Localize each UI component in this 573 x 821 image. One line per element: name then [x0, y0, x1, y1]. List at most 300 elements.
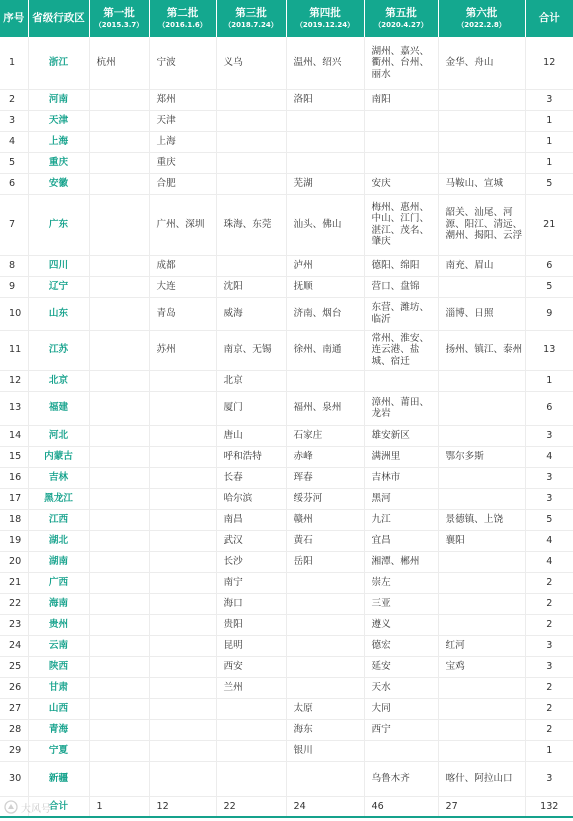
batch-4-cities: 福州、泉州: [286, 391, 364, 425]
table-row: [0, 467, 573, 488]
batch-5-cities: 吉林市: [364, 467, 438, 488]
batch-6-cities: 金华、舟山: [438, 37, 525, 89]
province-name: 广东: [28, 194, 89, 255]
province-name: 青海: [28, 719, 89, 740]
batch-6-cities: [438, 131, 525, 152]
batch-5-cities: 遵义: [364, 614, 438, 635]
batch-4-cities: [286, 593, 364, 614]
batch-5-cities: 黑河: [364, 488, 438, 509]
column-header: [28, 0, 89, 37]
column-header-title: 省级行政区: [32, 12, 85, 24]
batch-1-cities: [89, 330, 149, 370]
row-total: 2: [525, 614, 573, 635]
batch-2-cities: [149, 391, 216, 425]
batch-5-cities: [364, 740, 438, 761]
batch-2-cities: [149, 446, 216, 467]
row-index: 1: [0, 37, 28, 89]
batch-2-cities: [149, 425, 216, 446]
province-name: 重庆: [28, 152, 89, 173]
column-header-date: （2018.7.24）: [224, 21, 278, 29]
province-name: 陕西: [28, 656, 89, 677]
column-header: [149, 0, 216, 37]
row-total: 2: [525, 593, 573, 614]
batch-6-cities: [438, 152, 525, 173]
batch-2-cities: 宁波: [149, 37, 216, 89]
batch-2-cities: 青岛: [149, 297, 216, 330]
table-row: [0, 131, 573, 152]
batch-4-cities: 海东: [286, 719, 364, 740]
batch-2-cities: [149, 719, 216, 740]
batch-5-cities: 九江: [364, 509, 438, 530]
row-total: 132: [525, 796, 573, 817]
batch-2-cities: [149, 635, 216, 656]
province-name: 天津: [28, 110, 89, 131]
province-name: 云南: [28, 635, 89, 656]
batch-2-cities: [149, 509, 216, 530]
row-total: 1: [525, 740, 573, 761]
batch-1-cities: [89, 89, 149, 110]
province-name: 上海: [28, 131, 89, 152]
table-row: [0, 509, 573, 530]
batch-1-cities: [89, 194, 149, 255]
batch-5-cities: 满洲里: [364, 446, 438, 467]
row-index: 18: [0, 509, 28, 530]
batch-6-cities: [438, 488, 525, 509]
batch-2-cities: [149, 698, 216, 719]
row-total: 1: [525, 370, 573, 391]
row-index: 23: [0, 614, 28, 635]
column-header-title: 第一批: [103, 7, 135, 19]
table-row: [0, 551, 573, 572]
row-total: 12: [525, 37, 573, 89]
batch-2-cities: 郑州: [149, 89, 216, 110]
row-total: 3: [525, 761, 573, 796]
batch-1-cities: [89, 152, 149, 173]
table-row: [0, 761, 573, 796]
row-index: 29: [0, 740, 28, 761]
row-index: 12: [0, 370, 28, 391]
batch-1-cities: [89, 761, 149, 796]
batch-3-cities: [216, 131, 286, 152]
batch-6-cities: [438, 698, 525, 719]
batch-5-cities: 崇左: [364, 572, 438, 593]
batch-6-cities: 襄阳: [438, 530, 525, 551]
batch-2-cities: [149, 551, 216, 572]
header-row: [0, 0, 573, 37]
batch-6-cities: 红河: [438, 635, 525, 656]
batch-2-cities: [149, 761, 216, 796]
row-index: 26: [0, 677, 28, 698]
province-name: 湖南: [28, 551, 89, 572]
row-index: 2: [0, 89, 28, 110]
batch-4-cities: [286, 656, 364, 677]
province-name: 黑龙江: [28, 488, 89, 509]
column-header-date: （2019.12.24）: [295, 21, 355, 29]
batch-1-cities: [89, 740, 149, 761]
batch-3-cities: 义乌: [216, 37, 286, 89]
batch-2-cities: [149, 740, 216, 761]
row-index: 22: [0, 593, 28, 614]
row-total: 3: [525, 656, 573, 677]
province-name: 山西: [28, 698, 89, 719]
table-row: [0, 488, 573, 509]
batch-4-cities: 赣州: [286, 509, 364, 530]
row-index: 28: [0, 719, 28, 740]
batch-2-cities: [149, 467, 216, 488]
batch-6-cities: [438, 110, 525, 131]
row-total: 21: [525, 194, 573, 255]
batch-1-cities: [89, 110, 149, 131]
batch-4-cities: 珲春: [286, 467, 364, 488]
batch-4-cities: 温州、绍兴: [286, 37, 364, 89]
batch-1-cities: [89, 593, 149, 614]
batch-4-cities: [286, 761, 364, 796]
batch-2-cities: 重庆: [149, 152, 216, 173]
table-row: [0, 391, 573, 425]
batch-4-cities: 赤峰: [286, 446, 364, 467]
province-name: 贵州: [28, 614, 89, 635]
row-total: 3: [525, 425, 573, 446]
batch-5-cities: [364, 110, 438, 131]
row-index: 6: [0, 173, 28, 194]
batch-6-cities: [438, 572, 525, 593]
batch-1-cities: 1: [89, 796, 149, 817]
batch-3-cities: [216, 110, 286, 131]
column-header-title: 合计: [538, 12, 560, 24]
batch-5-cities: 46: [364, 796, 438, 817]
batch-2-cities: 广州、深圳: [149, 194, 216, 255]
column-header-date: （2015.3.7）: [94, 21, 144, 29]
table-row: [0, 194, 573, 255]
column-header: [0, 0, 28, 37]
batch-4-cities: [286, 614, 364, 635]
batch-4-cities: 洛阳: [286, 89, 364, 110]
row-total: 2: [525, 719, 573, 740]
batch-3-cities: [216, 740, 286, 761]
table-row: [0, 370, 573, 391]
batch-3-cities: [216, 152, 286, 173]
batch-3-cities: 西安: [216, 656, 286, 677]
batch-5-cities: 宜昌: [364, 530, 438, 551]
batch-3-cities: 南宁: [216, 572, 286, 593]
row-index: 19: [0, 530, 28, 551]
batch-4-cities: [286, 131, 364, 152]
row-index: 30: [0, 761, 28, 796]
batch-3-cities: 厦门: [216, 391, 286, 425]
row-index: 7: [0, 194, 28, 255]
table-row: [0, 656, 573, 677]
table-row: [0, 614, 573, 635]
batch-2-cities: 大连: [149, 276, 216, 297]
batch-1-cities: [89, 719, 149, 740]
batch-2-cities: [149, 530, 216, 551]
row-total: 6: [525, 391, 573, 425]
batch-1-cities: [89, 370, 149, 391]
row-index: 21: [0, 572, 28, 593]
batch-6-cities: 27: [438, 796, 525, 817]
row-index: 8: [0, 255, 28, 276]
row-index: 11: [0, 330, 28, 370]
column-header-title: 序号: [3, 12, 25, 24]
table-row: [0, 635, 573, 656]
row-total: 1: [525, 131, 573, 152]
row-total: 4: [525, 551, 573, 572]
row-total: 5: [525, 276, 573, 297]
batch-2-cities: [149, 677, 216, 698]
batch-2-cities: 合肥: [149, 173, 216, 194]
column-header-date: （2020.4.27）: [374, 21, 428, 29]
batch-3-cities: 沈阳: [216, 276, 286, 297]
batch-2-cities: [149, 572, 216, 593]
batch-4-cities: [286, 677, 364, 698]
batch-6-cities: [438, 614, 525, 635]
batch-4-cities: [286, 635, 364, 656]
row-index: 16: [0, 467, 28, 488]
batch-1-cities: [89, 635, 149, 656]
batch-4-cities: 24: [286, 796, 364, 817]
batch-2-cities: [149, 614, 216, 635]
batch-4-cities: 黄石: [286, 530, 364, 551]
row-total: 4: [525, 446, 573, 467]
batch-6-cities: 景德镇、上饶: [438, 509, 525, 530]
batch-3-cities: 武汉: [216, 530, 286, 551]
batch-1-cities: [89, 391, 149, 425]
batch-5-cities: 湘潭、郴州: [364, 551, 438, 572]
batch-6-cities: 南充、眉山: [438, 255, 525, 276]
batch-6-cities: 马鞍山、宣城: [438, 173, 525, 194]
batch-2-cities: 成都: [149, 255, 216, 276]
batch-4-cities: 芜湖: [286, 173, 364, 194]
batch-6-cities: 淄博、日照: [438, 297, 525, 330]
row-total: 1: [525, 152, 573, 173]
column-header-date: （2022.2.8）: [457, 21, 506, 29]
batch-1-cities: [89, 509, 149, 530]
batch-6-cities: [438, 719, 525, 740]
row-index: 17: [0, 488, 28, 509]
province-name: 四川: [28, 255, 89, 276]
province-name: 辽宁: [28, 276, 89, 297]
batch-3-cities: 威海: [216, 297, 286, 330]
column-header: [525, 0, 573, 37]
batch-2-cities: 12: [149, 796, 216, 817]
province-name: 安徽: [28, 173, 89, 194]
column-header-title: 第三批: [235, 7, 267, 19]
row-total: 3: [525, 488, 573, 509]
table-row: [0, 425, 573, 446]
batch-1-cities: [89, 698, 149, 719]
batch-4-cities: 泸州: [286, 255, 364, 276]
batch-5-cities: 漳州、莆田、龙岩: [364, 391, 438, 425]
row-index: 27: [0, 698, 28, 719]
province-name: 江苏: [28, 330, 89, 370]
table-row: [0, 89, 573, 110]
row-total: 4: [525, 530, 573, 551]
province-name: 江西: [28, 509, 89, 530]
batch-1-cities: [89, 467, 149, 488]
batch-4-cities: 徐州、南通: [286, 330, 364, 370]
row-index: 14: [0, 425, 28, 446]
column-header-title: 第五批: [385, 7, 417, 19]
row-index: 10: [0, 297, 28, 330]
batch-3-cities: [216, 761, 286, 796]
batch-6-cities: [438, 425, 525, 446]
column-header: [286, 0, 364, 37]
table-row: [0, 446, 573, 467]
table-row: [0, 719, 573, 740]
batch-3-cities: [216, 719, 286, 740]
batch-6-cities: 喀什、阿拉山口: [438, 761, 525, 796]
batch-3-cities: 哈尔滨: [216, 488, 286, 509]
batch-5-cities: [364, 370, 438, 391]
table-row: [0, 297, 573, 330]
batch-3-cities: 22: [216, 796, 286, 817]
batch-1-cities: [89, 488, 149, 509]
batch-5-cities: 延安: [364, 656, 438, 677]
table-row: [0, 572, 573, 593]
row-index: 20: [0, 551, 28, 572]
row-total: 3: [525, 89, 573, 110]
province-name: 广西: [28, 572, 89, 593]
province-name: 新疆: [28, 761, 89, 796]
row-index: 25: [0, 656, 28, 677]
batch-5-cities: 雄安新区: [364, 425, 438, 446]
batch-4-cities: 石家庄: [286, 425, 364, 446]
batch-1-cities: [89, 656, 149, 677]
batch-6-cities: [438, 740, 525, 761]
batch-5-cities: 南阳: [364, 89, 438, 110]
province-name: 甘肃: [28, 677, 89, 698]
batch-1-cities: [89, 297, 149, 330]
row-index: 5: [0, 152, 28, 173]
batch-1-cities: [89, 425, 149, 446]
column-header: [438, 0, 525, 37]
batch-5-cities: [364, 131, 438, 152]
batch-3-cities: 呼和浩特: [216, 446, 286, 467]
batch-5-cities: 德宏: [364, 635, 438, 656]
table-row: [0, 530, 573, 551]
province-name: 吉林: [28, 467, 89, 488]
table-row: [0, 698, 573, 719]
table-row: [0, 276, 573, 297]
column-header: [364, 0, 438, 37]
batch-2-cities: [149, 370, 216, 391]
batch-4-cities: 绥芬河: [286, 488, 364, 509]
batch-6-cities: [438, 276, 525, 297]
batch-6-cities: 鄂尔多斯: [438, 446, 525, 467]
batch-1-cities: 杭州: [89, 37, 149, 89]
row-total: 3: [525, 467, 573, 488]
batch-3-cities: 长沙: [216, 551, 286, 572]
batch-4-cities: 济南、烟台: [286, 297, 364, 330]
row-total: 2: [525, 572, 573, 593]
batch-4-cities: 银川: [286, 740, 364, 761]
batch-3-cities: 北京: [216, 370, 286, 391]
batch-3-cities: 昆明: [216, 635, 286, 656]
batch-1-cities: [89, 255, 149, 276]
batch-3-cities: 珠海、东莞: [216, 194, 286, 255]
column-header-date: （2016.1.6）: [158, 21, 207, 29]
row-total: 3: [525, 635, 573, 656]
table-row: [0, 152, 573, 173]
table-row: [0, 37, 573, 89]
province-name: 宁夏: [28, 740, 89, 761]
batch-4-cities: 岳阳: [286, 551, 364, 572]
batch-6-cities: 扬州、镇江、泰州: [438, 330, 525, 370]
column-header: [89, 0, 149, 37]
province-name: 浙江: [28, 37, 89, 89]
row-total: 1: [525, 110, 573, 131]
batch-1-cities: [89, 446, 149, 467]
batch-1-cities: [89, 551, 149, 572]
province-name: 湖北: [28, 530, 89, 551]
row-total: 13: [525, 330, 573, 370]
batch-3-cities: [216, 255, 286, 276]
table-row: [0, 110, 573, 131]
province-name: 北京: [28, 370, 89, 391]
row-index: 24: [0, 635, 28, 656]
batch-2-cities: [149, 593, 216, 614]
batch-1-cities: [89, 131, 149, 152]
batch-6-cities: [438, 551, 525, 572]
column-header-title: 第四批: [309, 7, 341, 19]
batch-5-cities: 湖州、嘉兴、衢州、台州、丽水: [364, 37, 438, 89]
batch-5-cities: [364, 152, 438, 173]
batch-5-cities: 安庆: [364, 173, 438, 194]
batch-5-cities: 常州、淮安、连云港、盐城、宿迁: [364, 330, 438, 370]
batch-6-cities: [438, 89, 525, 110]
batch-3-cities: 长春: [216, 467, 286, 488]
batch-1-cities: [89, 530, 149, 551]
batch-6-cities: [438, 677, 525, 698]
row-index: 9: [0, 276, 28, 297]
batch-2-cities: 天津: [149, 110, 216, 131]
total-row: [0, 796, 573, 817]
row-total: 2: [525, 677, 573, 698]
province-name: 河北: [28, 425, 89, 446]
table-row: [0, 593, 573, 614]
batch-3-cities: 南京、无锡: [216, 330, 286, 370]
table-row: [0, 330, 573, 370]
batch-1-cities: [89, 677, 149, 698]
batch-2-cities: [149, 488, 216, 509]
province-name: 河南: [28, 89, 89, 110]
row-total: 2: [525, 698, 573, 719]
batch-4-cities: 抚顺: [286, 276, 364, 297]
batch-6-cities: [438, 391, 525, 425]
column-header: [216, 0, 286, 37]
row-index: 15: [0, 446, 28, 467]
batch-3-cities: 兰州: [216, 677, 286, 698]
row-index: 4: [0, 131, 28, 152]
row-total: 9: [525, 297, 573, 330]
province-name: 福建: [28, 391, 89, 425]
batch-4-cities: [286, 110, 364, 131]
batch-5-cities: 东营、潍坊、临沂: [364, 297, 438, 330]
batch-2-cities: 苏州: [149, 330, 216, 370]
batch-1-cities: [89, 173, 149, 194]
batch-5-cities: 营口、盘锦: [364, 276, 438, 297]
batch-4-cities: [286, 370, 364, 391]
batch-5-cities: 天水: [364, 677, 438, 698]
row-total: 5: [525, 173, 573, 194]
batch-5-cities: 西宁: [364, 719, 438, 740]
batch-6-cities: [438, 593, 525, 614]
table-row: [0, 173, 573, 194]
row-total: 5: [525, 509, 573, 530]
batch-1-cities: [89, 276, 149, 297]
column-header-title: 第六批: [465, 7, 498, 19]
batch-4-cities: 汕头、佛山: [286, 194, 364, 255]
